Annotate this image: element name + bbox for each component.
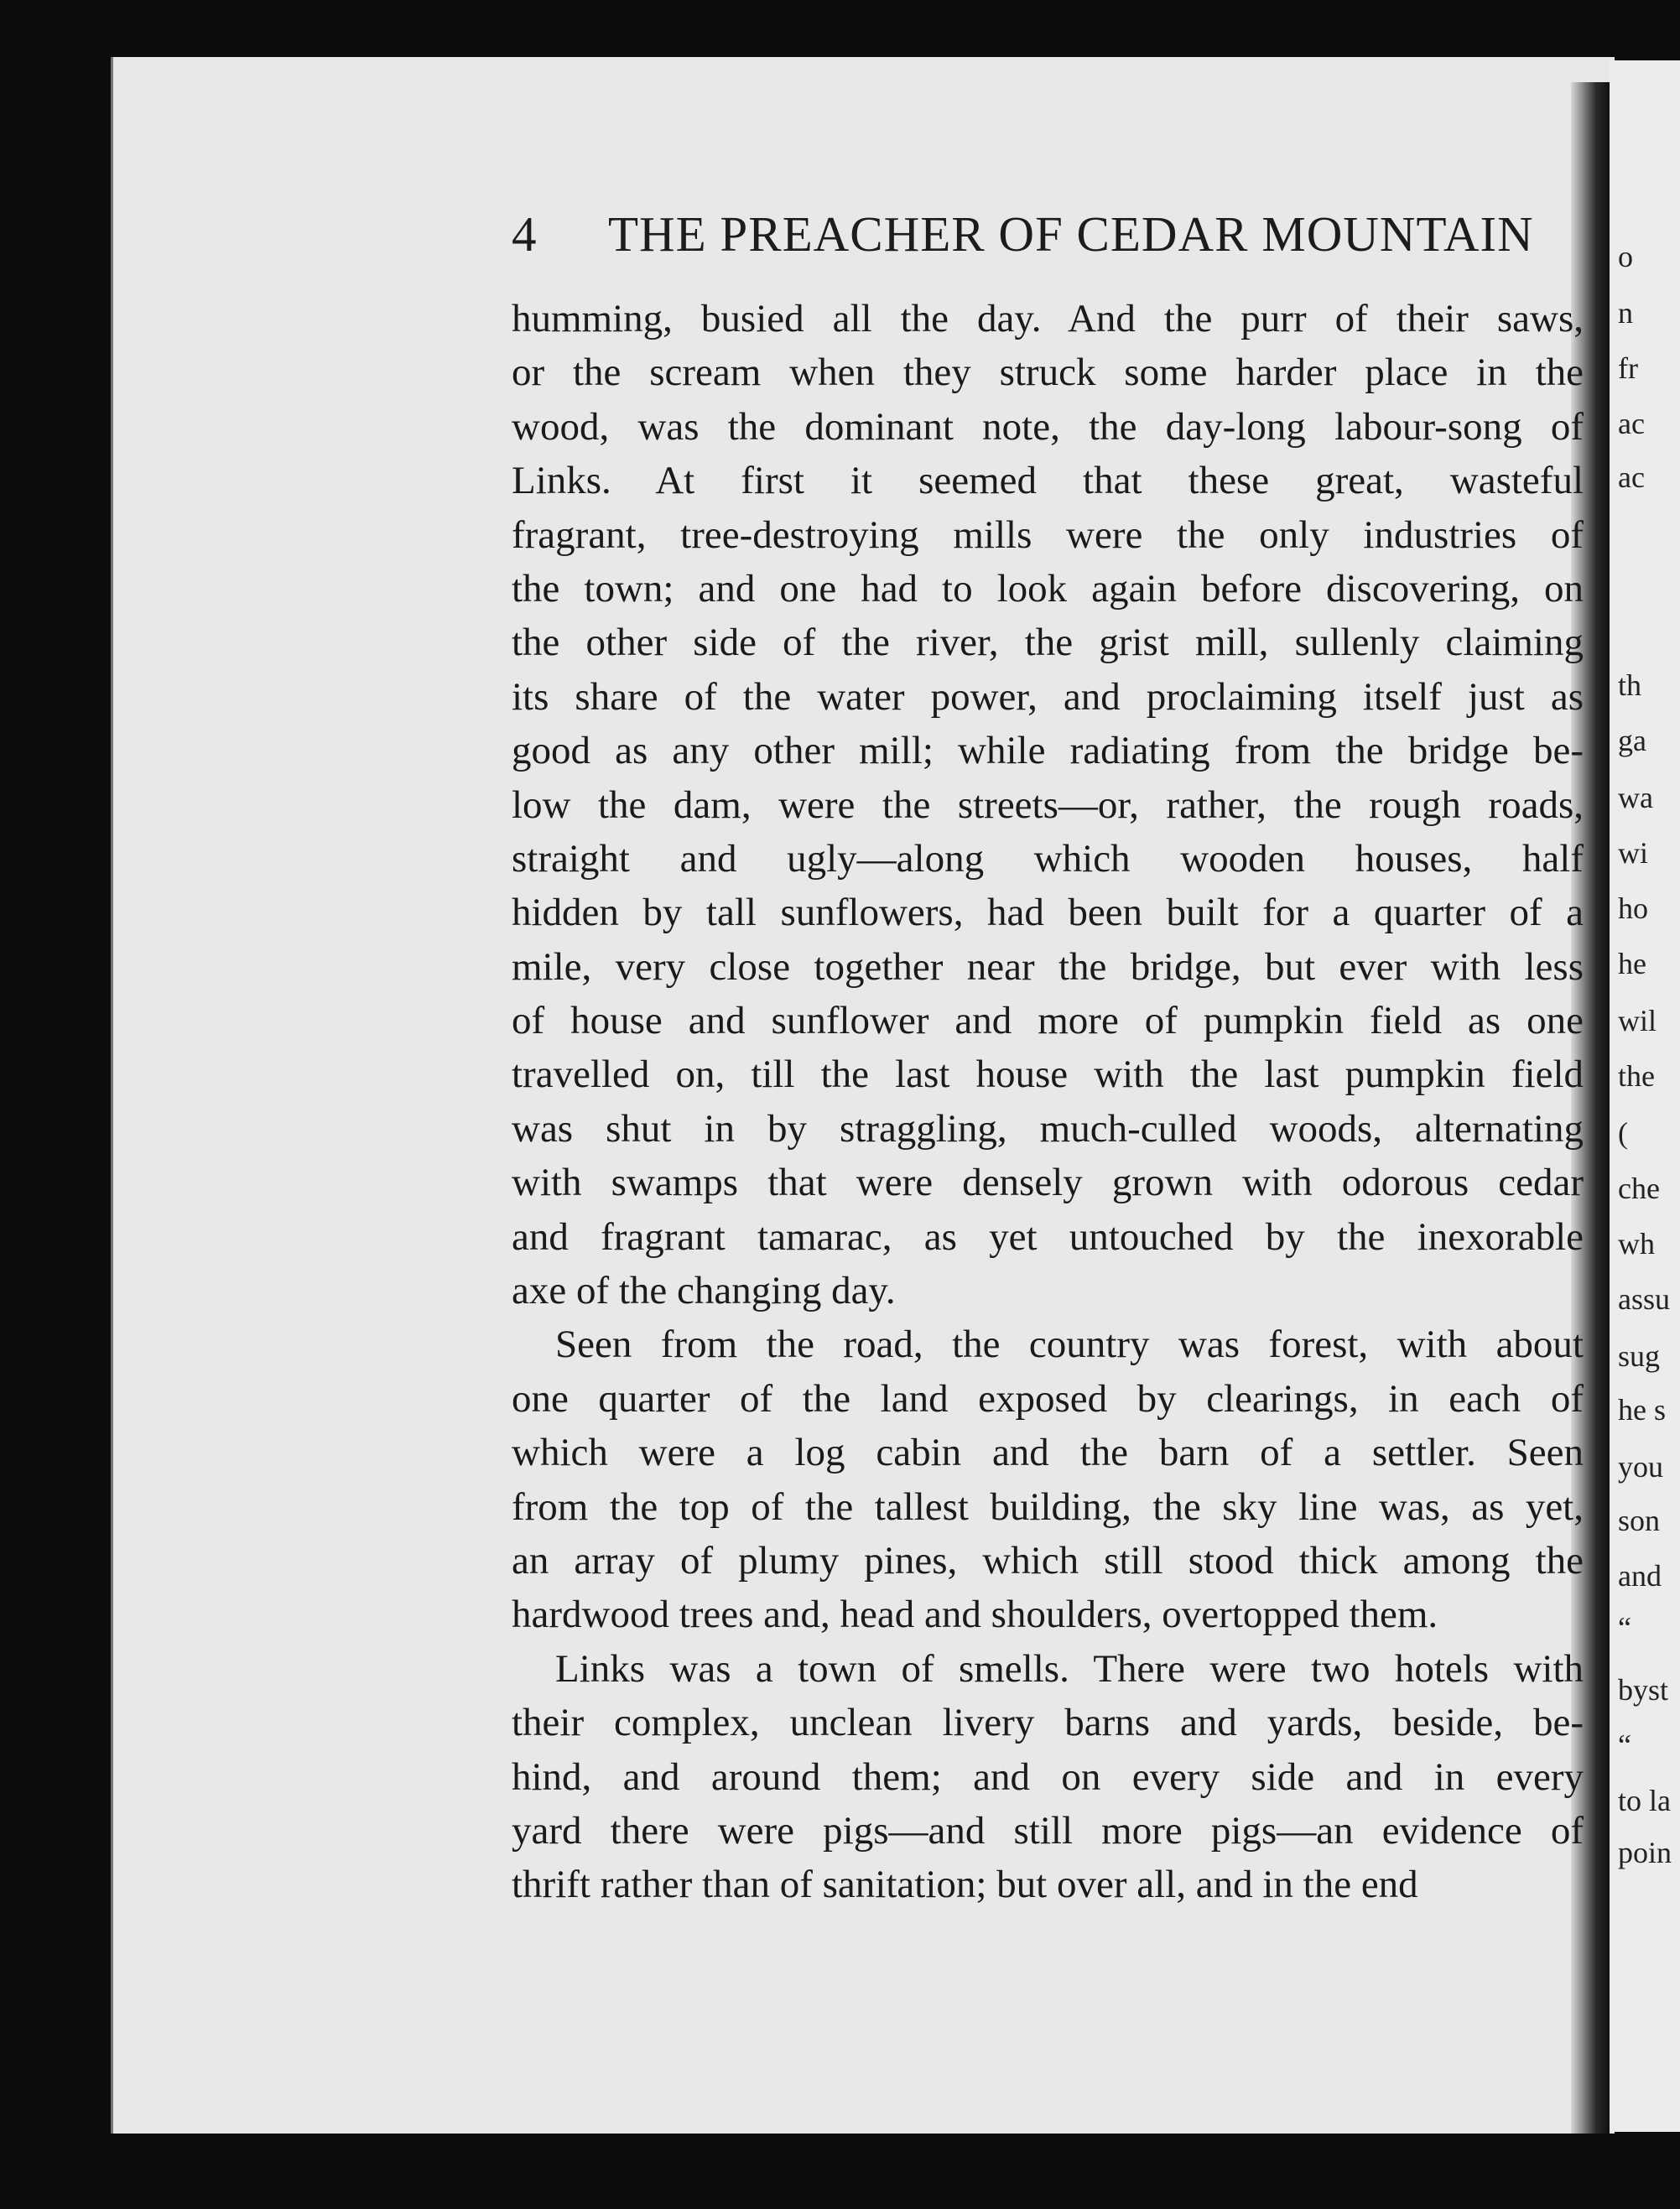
facing-page-fragment: ho xyxy=(1618,891,1648,925)
text-line: good as any other mill; while radiating from the bridge be- xyxy=(512,729,1584,773)
facing-page-fragment: wa xyxy=(1618,781,1653,814)
facing-page-fragment: o xyxy=(1618,240,1633,273)
facing-page-fragment: wil xyxy=(1618,1004,1657,1037)
facing-page-fragment: n xyxy=(1618,296,1633,330)
text-line: the town; and one had to look again before discovering, on xyxy=(512,566,1584,611)
facing-page-fragment: he xyxy=(1618,947,1646,980)
text-line: hardwood trees and, head and shoulders, overtopped them. xyxy=(512,1593,1438,1637)
body-text xyxy=(512,292,1584,1912)
text-line: travelled on, till the last house with the last pumpkin field xyxy=(512,1053,1584,1097)
running-title: THE PREACHER OF CEDAR MOUNTAIN xyxy=(608,206,1534,262)
facing-page-fragment: ac xyxy=(1618,407,1645,440)
facing-page-fragment: assu xyxy=(1618,1282,1670,1316)
text-line: one quarter of the land exposed by clearings, in each of xyxy=(512,1376,1584,1421)
text-line: axe of the changing day. xyxy=(512,1269,896,1313)
facing-page xyxy=(1610,60,1680,2132)
text-line: yard there were pigs—and still more pigs—an evidence of xyxy=(512,1808,1584,1853)
text-line: Links. At first it seemed that these great, wasteful xyxy=(512,459,1584,503)
facing-page-fragment: sug xyxy=(1618,1339,1661,1373)
text-line: fragrant, tree-destroying mills were the only industries of xyxy=(512,512,1584,557)
text-line: hidden by tall sunflowers, had been built for a quarter of a xyxy=(512,891,1584,935)
facing-page-fragment: poin xyxy=(1618,1836,1672,1869)
text-line: low the dam, were the streets—or, rather, the rough roads, xyxy=(512,782,1584,827)
text-line: or the scream when they struck some harder place in the xyxy=(512,351,1584,395)
text-line: from the top of the tallest building, the sky line was, as yet, xyxy=(512,1484,1584,1529)
text-line: straight and ugly—along which wooden houses, half xyxy=(512,836,1584,881)
page-number: 4 xyxy=(512,206,537,262)
facing-page-fragment: ( xyxy=(1618,1116,1628,1150)
facing-page-fragment: “ xyxy=(1618,1728,1631,1762)
facing-page-fragment: byst xyxy=(1618,1673,1669,1707)
text-line: thrift rather than of sanitation; but over all, and in the end xyxy=(512,1863,1418,1907)
page-header xyxy=(512,205,1535,273)
facing-page-fragment: “ xyxy=(1618,1611,1631,1645)
text-line: wood, was the dominant note, the day-long labour-song of xyxy=(512,404,1584,449)
text-line: an array of plumy pines, which still stood thick among the xyxy=(512,1538,1584,1583)
text-line: of house and sunflower and more of pumpkin field as one xyxy=(512,999,1584,1043)
facing-page-fragment: he s xyxy=(1618,1393,1666,1427)
text-line: mile, very close together near the bridge, but ever with less xyxy=(512,944,1584,989)
facing-page-fragment: to la xyxy=(1618,1784,1671,1817)
facing-page-fragment: fr xyxy=(1618,351,1638,385)
facing-page-fragment: th xyxy=(1618,668,1642,702)
text-line: which were a log cabin and the barn of a settler. Seen xyxy=(512,1431,1584,1475)
text-line: humming, busied all the day. And the purr of their saws, xyxy=(512,297,1584,340)
facing-page-fragment: you xyxy=(1618,1450,1663,1484)
text-line: and fragrant tamarac, as yet untouched by the inexorable xyxy=(512,1214,1584,1259)
text-line: was shut in by straggling, much-culled woods, alternating xyxy=(512,1106,1584,1151)
text-line: with swamps that were densely grown with odorous cedar xyxy=(512,1161,1584,1205)
text-line: the other side of the river, the grist mill, sullenly claiming xyxy=(512,621,1584,665)
facing-page-fragment: wi xyxy=(1618,836,1648,870)
facing-page-fragment: wh xyxy=(1618,1227,1655,1260)
facing-page-fragment: ac xyxy=(1618,460,1645,494)
text-line: their complex, unclean livery barns and yards, beside, be- xyxy=(512,1701,1584,1745)
facing-page-fragment: and xyxy=(1618,1559,1662,1593)
facing-page-fragment: son xyxy=(1618,1504,1661,1537)
facing-page-fragment: ga xyxy=(1618,724,1646,757)
text-line: Seen from the road, the country was forest, with about xyxy=(555,1323,1584,1367)
text-line: Links was a town of smells. There were two hotels with xyxy=(555,1646,1584,1691)
text-line: its share of the water power, and proclaiming itself just as xyxy=(512,674,1584,719)
facing-page-fragment: che xyxy=(1618,1172,1660,1205)
text-line: hind, and around them; and on every side and in every xyxy=(512,1754,1584,1799)
facing-page-fragment: the xyxy=(1618,1059,1655,1093)
